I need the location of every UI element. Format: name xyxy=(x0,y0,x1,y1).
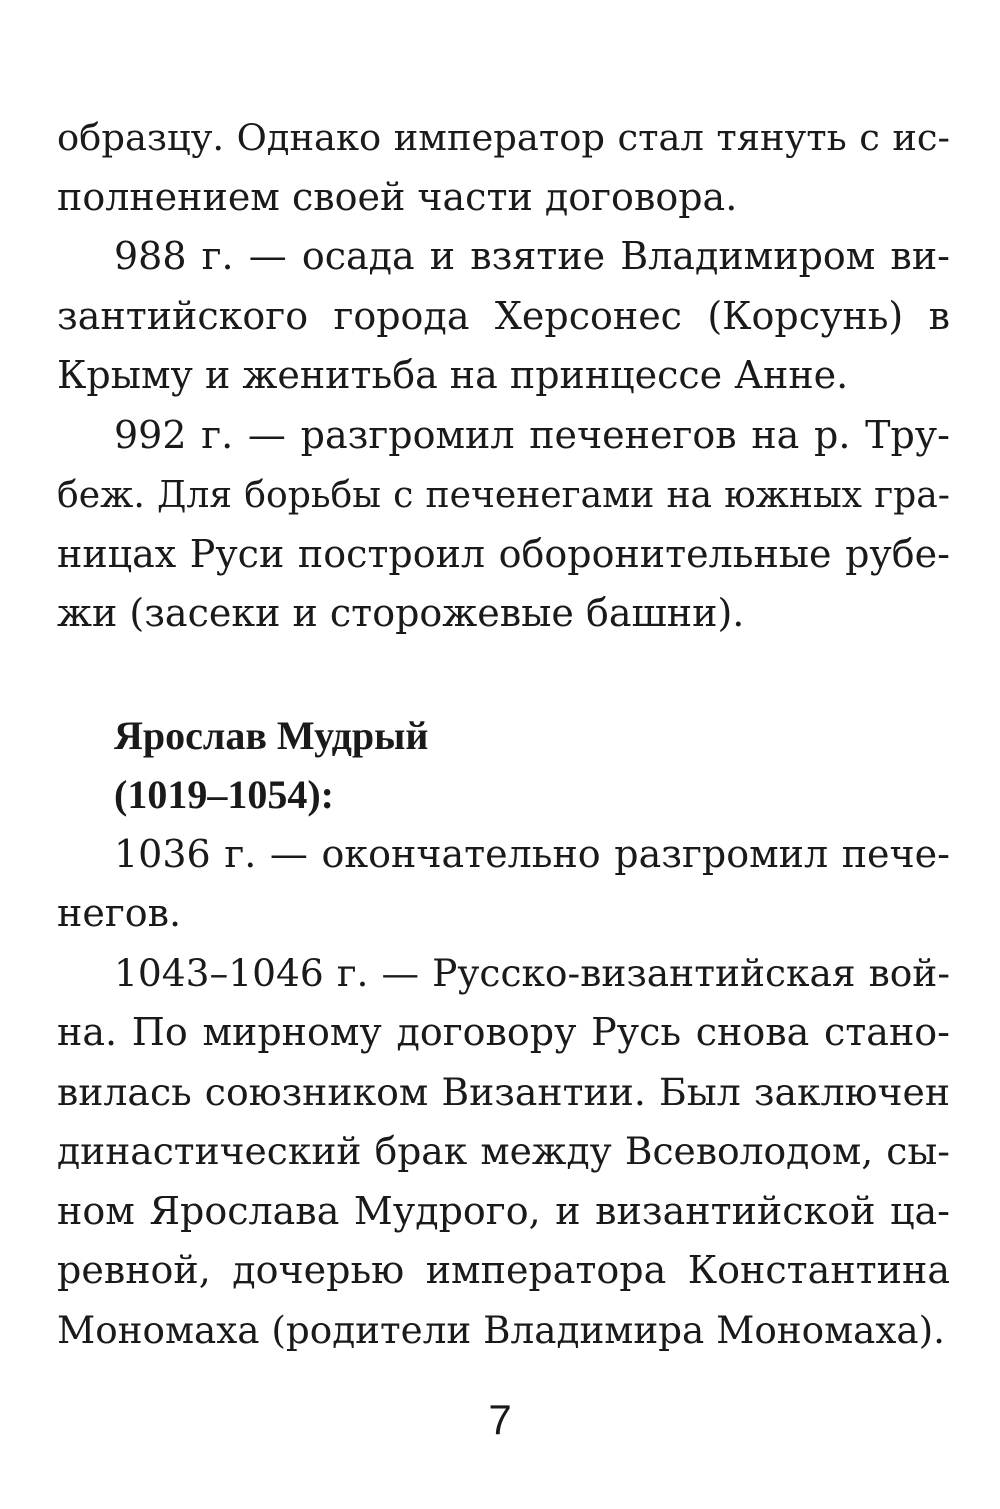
page-body xyxy=(57,108,950,1360)
text-line: Мономаха (родители Владимира Мономаха). xyxy=(57,1307,946,1352)
text-line: вилась союзником Византии. Был заключен xyxy=(57,1069,950,1114)
text-line: зантийского города Херсонес (Корсунь) в xyxy=(57,293,950,338)
text-line: 992 г. — разгромил печенегов на р. Тру- xyxy=(114,412,950,457)
text-line: на. По мирному договору Русь снова стано- xyxy=(57,1010,950,1054)
section-heading xyxy=(57,706,950,825)
text-line: жи (засеки и сторожевые башни). xyxy=(57,591,745,635)
text-line: 1043–1046 г. — Русско-византийская вой- xyxy=(114,950,950,995)
heading-years: (1019–1054): xyxy=(114,772,334,817)
text-line: негов. xyxy=(57,891,182,935)
paragraph-992 xyxy=(57,406,950,644)
paragraph-988 xyxy=(57,227,950,406)
text-line: 1036 г. — окончательно разгромил пече- xyxy=(114,831,950,876)
text-line: династический брак между Всеволодом, сы- xyxy=(57,1129,950,1173)
heading-name: Ярослав Мудрый xyxy=(114,712,429,758)
text-line: ревной, дочерью императора Константина xyxy=(57,1248,950,1292)
text-line: беж. Для борьбы с печенегами на южных гра- xyxy=(57,473,950,516)
text-line: полнением своей части договора. xyxy=(57,174,738,219)
paragraph-1036 xyxy=(57,825,950,944)
text-line: ном Ярослава Мудрого, и византийской ца- xyxy=(57,1188,950,1233)
section-gap xyxy=(57,644,950,706)
page-number: 7 xyxy=(488,1396,512,1443)
paragraph-continuation xyxy=(57,108,950,227)
text-line: Крыму и женитьба на принцессе Анне. xyxy=(57,353,849,397)
paragraph-1043-1046 xyxy=(57,944,950,1361)
text-line: ницах Руси построил оборонительные рубе- xyxy=(57,531,950,576)
text-line: образцу. Однако император стал тянуть с ис- xyxy=(57,116,950,159)
text-line: 988 г. — осада и взятие Владимиром ви- xyxy=(114,234,950,278)
